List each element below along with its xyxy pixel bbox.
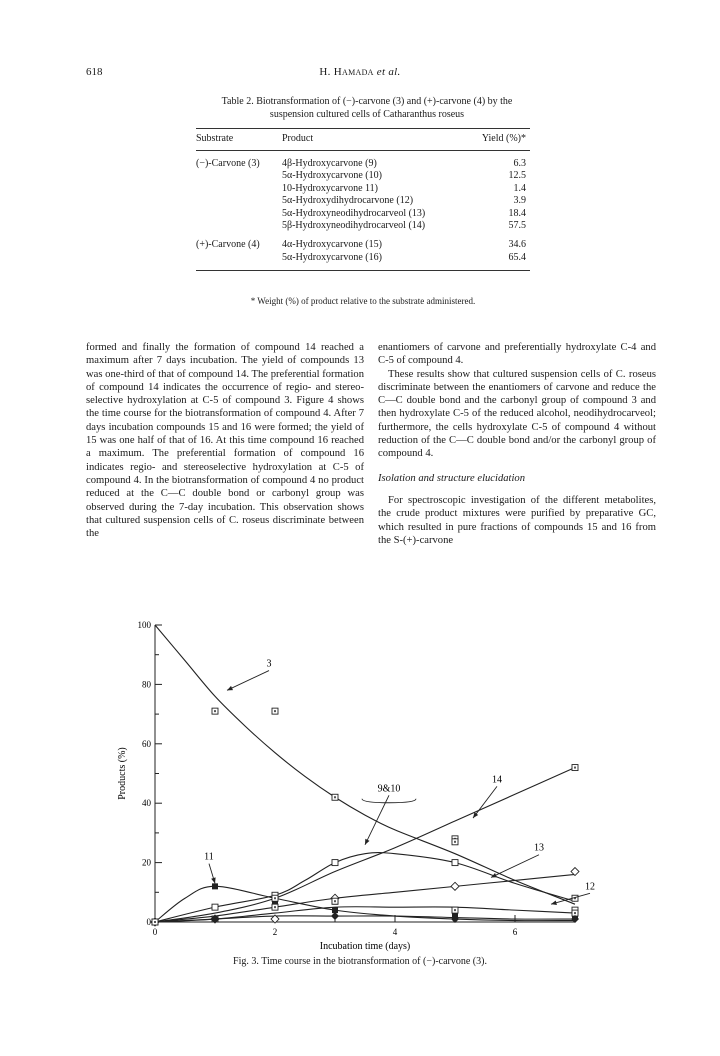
column-header-product: Product xyxy=(282,129,468,151)
annotation-label: 13 xyxy=(534,842,544,854)
annotation-arrowhead xyxy=(211,877,215,883)
data-point xyxy=(272,895,278,901)
marker-diamond xyxy=(331,912,339,920)
marker-square xyxy=(452,860,458,866)
table-row: (+)-Carvone (4) 4α-Hydroxycarvone (15) 34.6 xyxy=(196,239,526,251)
annotation-arrow xyxy=(473,786,497,818)
x-tick-label: 0 xyxy=(152,927,158,937)
table-header-row xyxy=(196,129,530,151)
marker-dot xyxy=(274,897,276,899)
data-point xyxy=(272,708,278,714)
body-column-right xyxy=(378,341,656,547)
paragraph: formed and finally the formation of compound 14 reached a maximum after 7 days incubation. The yield of compounds 13 was one-third of that of compound 14. The preferential formation of compound 14 indicates the occurrence of regio- and stereo-selective hydroxylation at C-5 of compound 3. Figure 4 shows the time course for the biotransformation of compound 4. After 7 days incubation compounds 15 and 16 were formed; the yield of 15 was one half of that of 16. At this time compound 16 reached a maximum. The preferential formation of compound 16 indicates regio- and stereoselective hydroxylation at C-5 of compound 4. In the biotransformation of compound 4 no product reduced at the C—C double bond or carbonyl group was observed during the 7-day incubation. This observation shows that cultured suspension cells of C. roseus discriminate between the xyxy=(86,342,364,540)
y-tick-label: 60 xyxy=(142,738,151,749)
data-point xyxy=(452,839,458,845)
annotation-13 xyxy=(491,843,544,878)
marker-square xyxy=(332,860,338,866)
column-header-substrate: Substrate xyxy=(196,129,282,151)
marker-dot xyxy=(154,921,156,923)
body-column-left xyxy=(86,341,364,540)
annotation-label: 14 xyxy=(492,774,502,786)
marker-dot xyxy=(274,906,276,908)
annotation-arrow xyxy=(491,855,539,878)
y-axis-label: Products (%) xyxy=(117,747,128,800)
annotation-label: 3 xyxy=(266,658,272,670)
annotation-label: 9&10 xyxy=(377,783,401,795)
series-line-4 xyxy=(155,874,575,922)
paragraph: enantiomers of carvone and preferentially hydroxylate C-4 and C-5 of compound 4. xyxy=(378,342,656,367)
y-tick-label: 40 xyxy=(142,798,151,809)
marker-dot xyxy=(574,912,576,914)
annotation-arrowhead xyxy=(551,900,557,905)
time-course-chart xyxy=(0,600,720,952)
table-row: (−)-Carvone (3) 4β-Hydroxycarvone (9) 6.3 xyxy=(196,158,526,169)
data-point xyxy=(152,919,158,925)
annotation-label: 11 xyxy=(204,851,214,863)
table-row: 5α-Hydroxycarvone (10) 12.5 xyxy=(282,170,526,182)
table-row: 5α-Hydroxycarvone (16) 65.4 xyxy=(196,252,530,271)
chart-annotations xyxy=(204,659,595,905)
data-point xyxy=(451,882,459,890)
marker-dot xyxy=(274,710,276,712)
column-header-yield: Yield (%)* xyxy=(468,129,530,151)
running-head: H. Hamada et al. xyxy=(319,66,401,78)
y-tick-label: 20 xyxy=(142,857,151,868)
marker-dot xyxy=(454,841,456,843)
paragraph: For spectroscopic investigation of the different metabolites, the crude product mixtures were purified by preparative GC, which resulted in pure fractions of compounds 15 and 16 from the S-(+)-carvone xyxy=(378,494,656,546)
chart-axes xyxy=(138,620,576,937)
figure-caption: Fig. 3. Time course in the biotransformation of (−)-carvone (3). xyxy=(233,956,487,967)
marker-square xyxy=(212,904,218,910)
annotation-brace xyxy=(362,799,416,803)
biotransformation-table xyxy=(196,128,530,271)
data-point xyxy=(572,765,578,771)
table-row: 10-Hydroxycarvone 11) 1.4 xyxy=(282,182,526,194)
y-tick-label: 0 xyxy=(146,917,151,927)
y-tick-label: 100 xyxy=(137,620,151,630)
data-point xyxy=(272,904,278,910)
data-point xyxy=(212,708,218,714)
annotation-9-10 xyxy=(365,783,400,844)
annotation-arrow xyxy=(227,671,269,691)
page-number: 618 xyxy=(86,66,103,78)
marker-dot xyxy=(454,909,456,911)
x-axis-label: Incubation time (days) xyxy=(319,941,411,952)
data-point xyxy=(332,794,338,800)
data-point xyxy=(332,898,338,904)
annotation-11 xyxy=(204,852,215,884)
chart-curves xyxy=(155,625,575,922)
x-tick-label: 4 xyxy=(392,927,398,937)
table-caption: Table 2. Biotransformation of (−)-carvone (3) and (+)-carvone (4) by the suspension cultured cells of Catharanthus roseus xyxy=(221,96,513,120)
marker-dot xyxy=(574,767,576,769)
paragraph: These results show that cultured suspension cells of C. roseus discriminate between the enantiomers of carvone and reduce the C—C double bond and the carbonyl group of compound 3 and then hydroxylate C-5 of the reduced alcohol, neodihydrocarveol; furthermore, the cells hydroxylate C-5 of compound 4 without reduction of the C—C double bond and/or the carbonyl group of compound 4. xyxy=(378,368,656,460)
x-tick-label: 6 xyxy=(512,927,518,937)
series-line-0 xyxy=(155,625,575,904)
data-point xyxy=(212,904,218,910)
chart-markers xyxy=(151,708,579,926)
data-point xyxy=(212,883,218,889)
marker-square xyxy=(212,883,218,889)
annotation-3 xyxy=(227,659,272,691)
table-row: 5α-Hydroxyneodihydrocarveol (13) 18.4 xyxy=(282,207,526,219)
table-row: 5α-Hydroxydihydrocarvone (12) 3.9 xyxy=(282,195,526,207)
data-point xyxy=(332,860,338,866)
marker-diamond xyxy=(451,882,459,890)
annotation-label: 12 xyxy=(585,881,595,893)
data-point xyxy=(331,912,339,920)
y-tick-label: 80 xyxy=(142,679,151,690)
data-point xyxy=(452,860,458,866)
series-line-5 xyxy=(155,768,575,922)
marker-dot xyxy=(334,900,336,902)
table-row: 5β-Hydroxyneodihydrocarveol (14) 57.5 xyxy=(282,220,526,232)
data-point xyxy=(452,907,458,913)
marker-dot xyxy=(214,710,216,712)
x-tick-label: 2 xyxy=(272,927,278,937)
marker-dot xyxy=(334,796,336,798)
section-heading: Isolation and structure elucidation xyxy=(378,472,526,484)
table-footnote: * Weight (%) of product relative to the substrate administered. xyxy=(250,296,476,306)
